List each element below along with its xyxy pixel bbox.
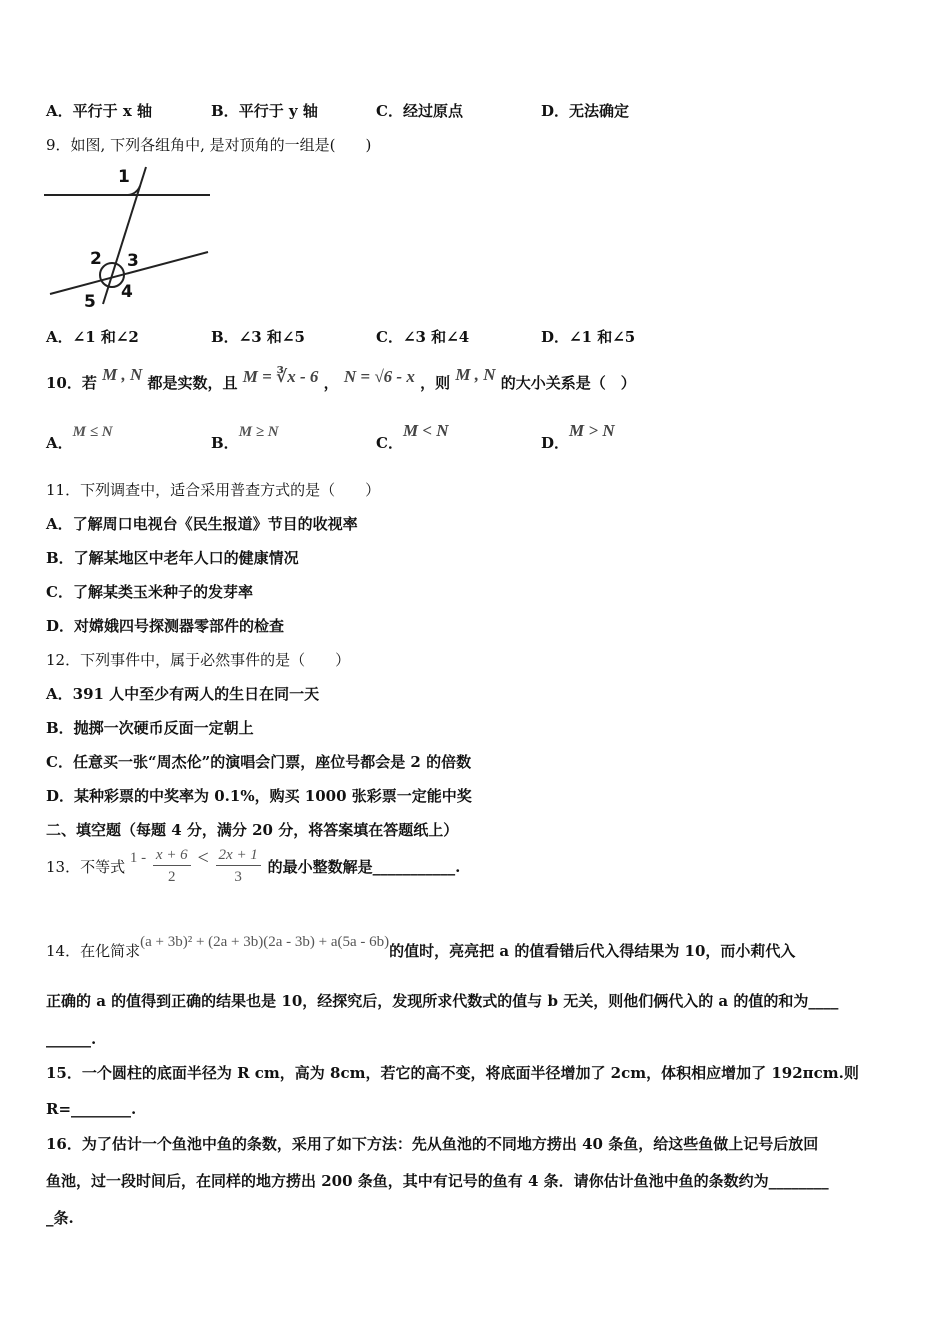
q13-fraction-2: $\frac{2x + 1}{3}$ bbox=[216, 845, 261, 888]
q10-stem: 10．若 M , N 都是实数，且 M = ∛x - 6 ， N = √6 - x ，则 M , N 的大小关系是（ ） bbox=[46, 365, 636, 392]
q10-option-a: A．M ≤ N bbox=[46, 424, 113, 452]
q9-option-b: B．∠3 和∠5 bbox=[211, 328, 305, 346]
q13: 13．不等式 1 - $\frac{x + 6}{2}$ < $\frac{2x + 1}{3}$ 的最小整数解是___________. bbox=[46, 845, 460, 888]
figure-label-1: 1 bbox=[118, 167, 130, 187]
q10-option-c: C．M < N bbox=[376, 421, 449, 452]
q9-stem: 9．如图, 下列各组角中, 是对顶角的一组是( ) bbox=[46, 136, 372, 154]
q16-line-2: 鱼池，过一段时间后，在同样的地方捞出 200 条鱼，其中有记号的鱼有 4 条．请你估计鱼池中鱼的条数约为________ bbox=[46, 1172, 829, 1190]
section2-heading: 二、填空题（每题 4 分，满分 20 分，将答案填在答题纸上） bbox=[46, 821, 459, 839]
q15-line-1: 15．一个圆柱的底面半径为 R cm，高为 8cm，若它的高不变，将底面半径增加了 2cm，体积相应增加了 192πcm.则 bbox=[46, 1064, 859, 1082]
q16-line-3: _条. bbox=[46, 1209, 74, 1227]
q14-line-2: 正确的 a 的值得到正确的结果也是 10，经探究后，发现所求代数式的值与 b 无关，则他们俩代入的 a 的值的和为____ bbox=[46, 992, 839, 1010]
figure-label-3: 3 bbox=[127, 251, 139, 271]
q12-option-b: B．抛掷一次硬币反面一定朝上 bbox=[46, 719, 254, 737]
q10-option-d: D．M > N bbox=[541, 421, 615, 452]
figure-label-5: 5 bbox=[84, 292, 96, 312]
q10-option-b: B．M ≥ N bbox=[211, 424, 279, 452]
q8-option-a: A．平行于 x 轴 bbox=[46, 102, 153, 120]
q16-line-1: 16．为了估计一个鱼池中鱼的条数，采用了如下方法：先从鱼池的不同地方捞出 40 条鱼，给这些鱼做上记号后放回 bbox=[46, 1135, 819, 1153]
q11-option-d: D．对嫦娥四号探测器零部件的检查 bbox=[46, 617, 285, 635]
q9-option-d: D．∠1 和∠5 bbox=[541, 328, 636, 346]
q15-line-2: R=________. bbox=[46, 1100, 137, 1118]
q12-option-c: C．任意买一张“周杰伦”的演唱会门票，座位号都会是 2 的倍数 bbox=[46, 753, 472, 771]
q9-angle-figure bbox=[40, 162, 220, 312]
q13-fraction-1: $\frac{x + 6}{2}$ bbox=[153, 845, 191, 888]
q9-option-a: A．∠1 和∠2 bbox=[46, 328, 139, 346]
q8-option-c: C．经过原点 bbox=[376, 102, 463, 120]
q11-option-b: B．了解某地区中老年人口的健康情况 bbox=[46, 549, 299, 567]
q11-option-c: C．了解某类玉米种子的发芽率 bbox=[46, 583, 253, 601]
q12-option-d: D．某种彩票的中奖率为 0.1%，购买 1000 张彩票一定能中奖 bbox=[46, 787, 472, 805]
figure-label-2: 2 bbox=[90, 249, 102, 269]
q11-stem: 11．下列调查中，适合采用普查方式的是（ ） bbox=[46, 481, 381, 499]
q14-line-3: ______. bbox=[46, 1030, 97, 1048]
q12-stem: 12．下列事件中，属于必然事件的是（ ） bbox=[46, 651, 351, 669]
q12-option-a: A．391 人中至少有两人的生日在同一天 bbox=[46, 685, 320, 703]
q11-option-a: A．了解周口电视台《民生报道》节目的收视率 bbox=[46, 515, 358, 533]
q14-line-1: 14．在化简求(a + 3b)² + (2a + 3b)(2a - 3b) + a(5a - 6b)的值时，亮亮把 a 的值看错后代入得结果为 10，而小莉代入 bbox=[46, 934, 796, 960]
q8-option-b: B．平行于 y 轴 bbox=[211, 102, 318, 120]
figure-label-4: 4 bbox=[121, 282, 133, 302]
q8-option-d: D．无法确定 bbox=[541, 102, 630, 120]
q9-option-c: C．∠3 和∠4 bbox=[376, 328, 470, 346]
